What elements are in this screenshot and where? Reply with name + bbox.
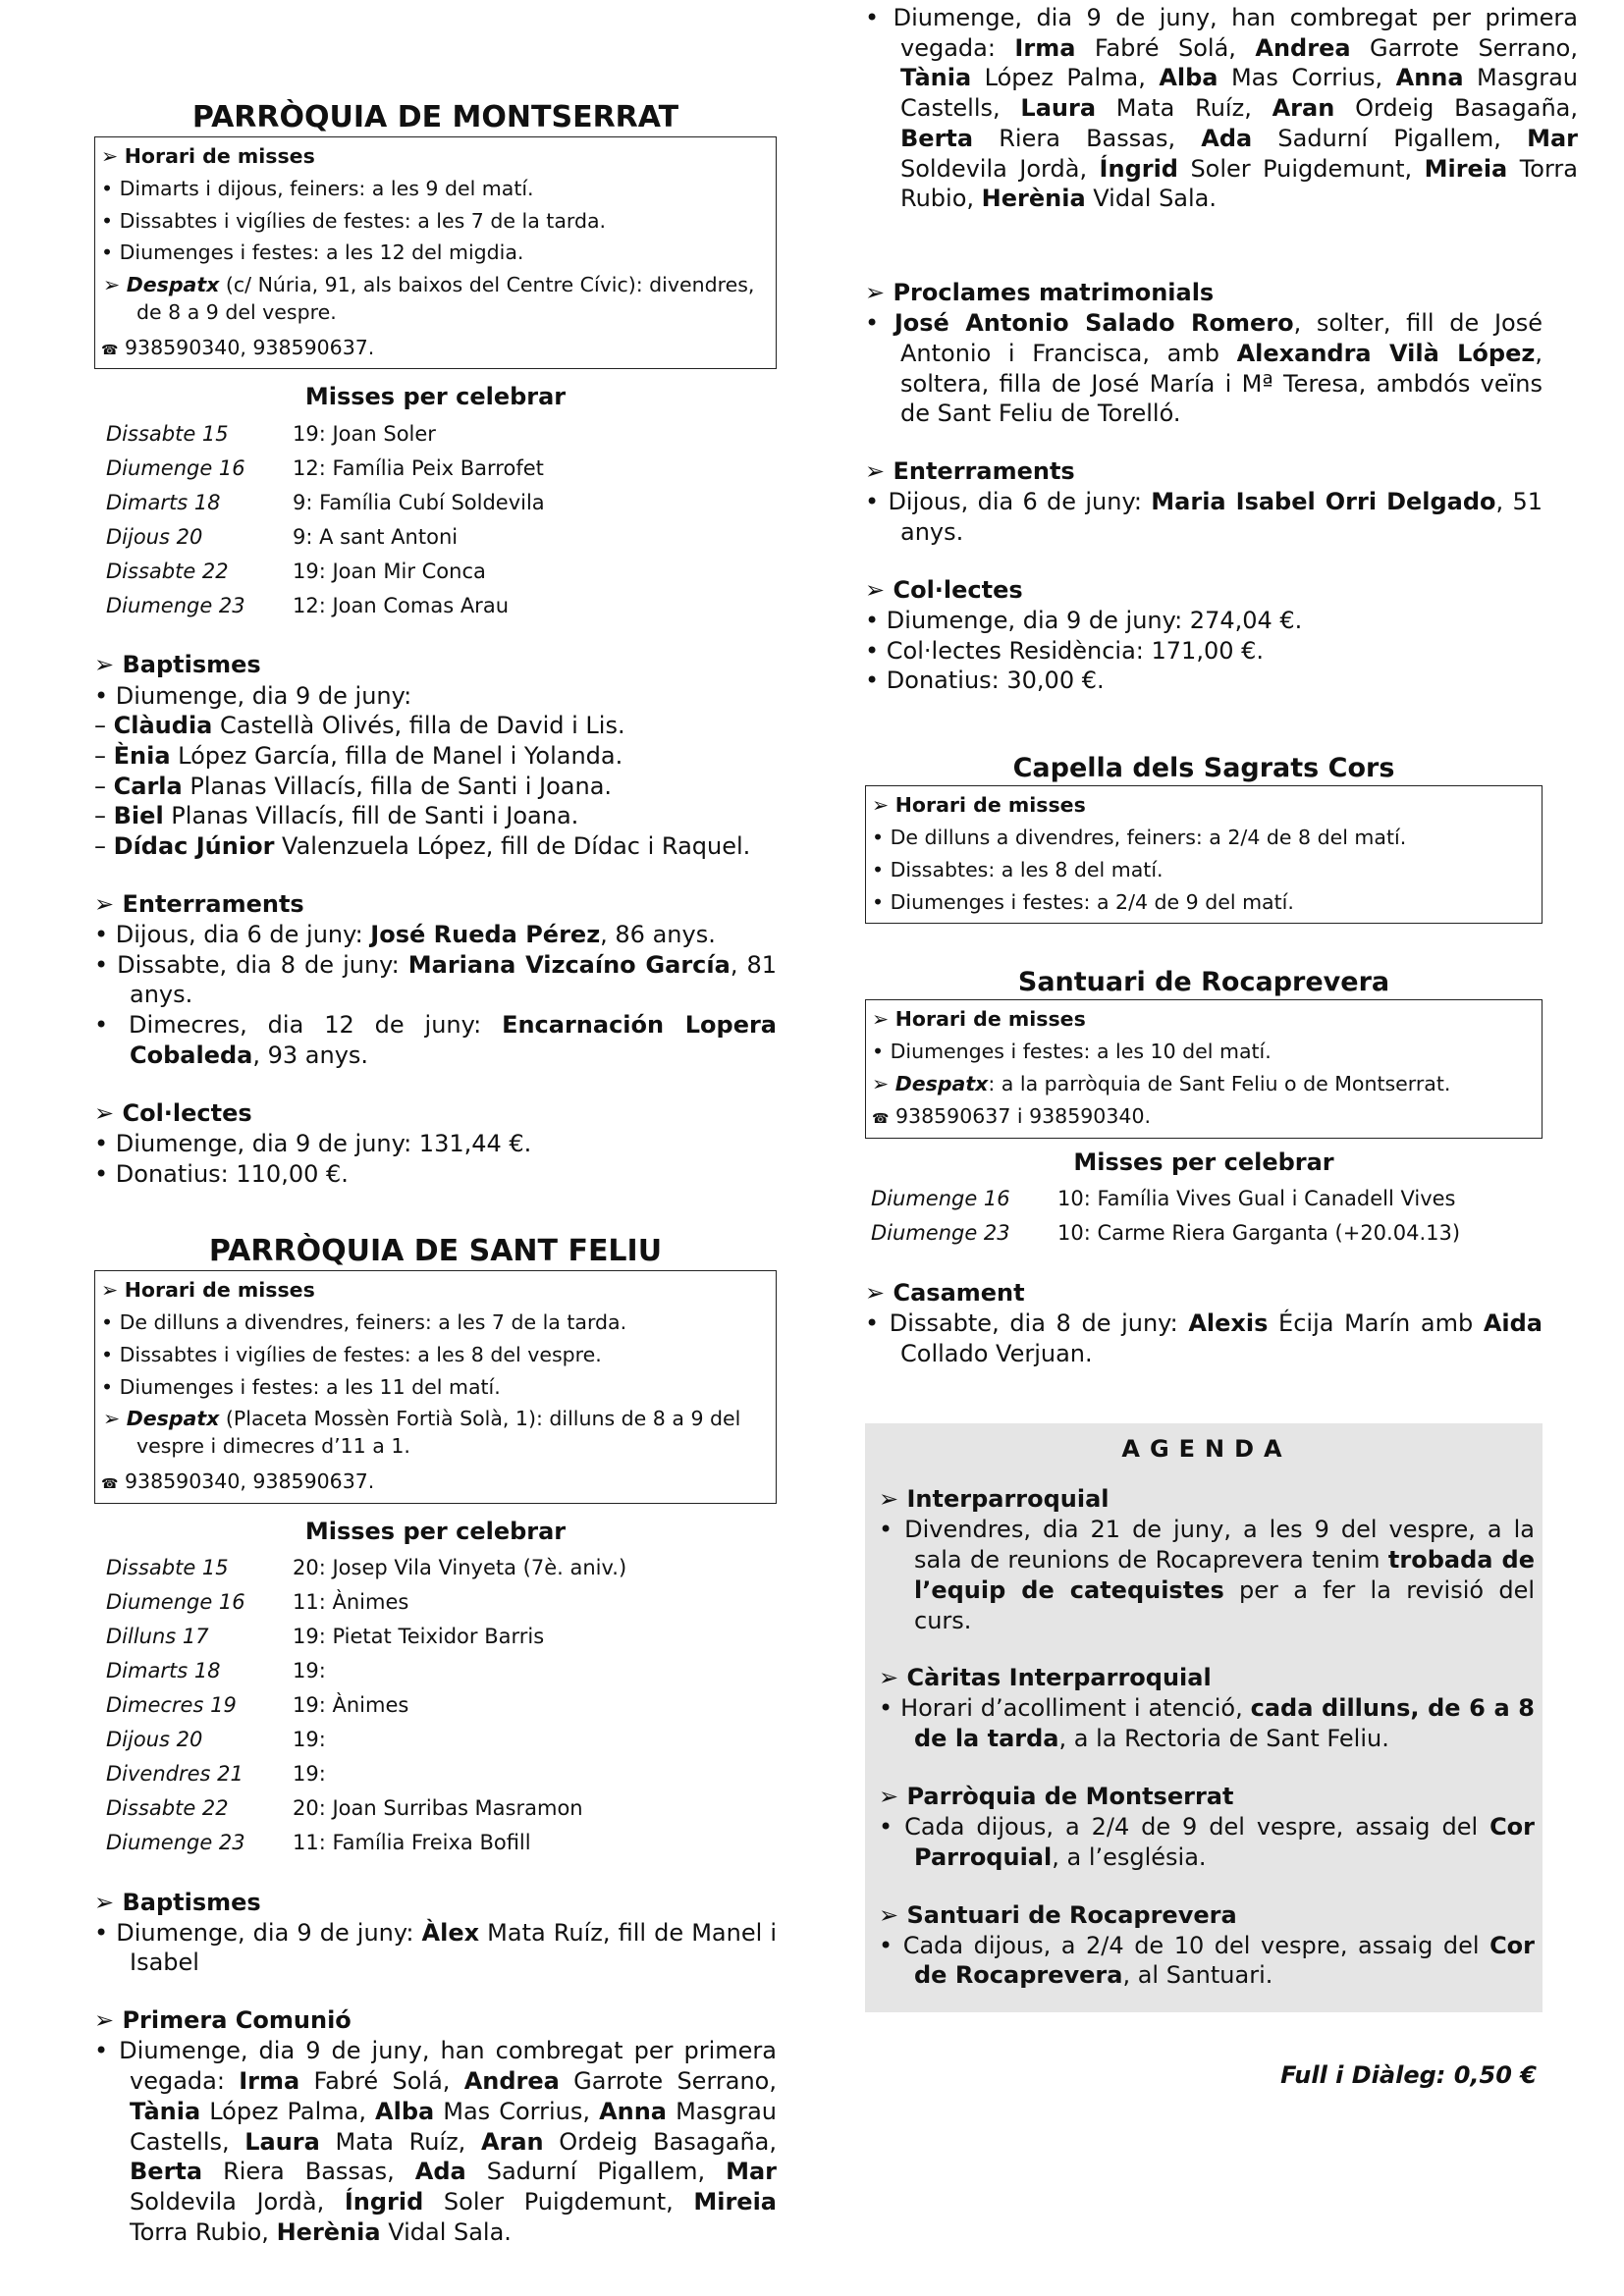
person-name: Mireia [1424, 154, 1508, 183]
agenda-heading: ➢ Santuari de Rocaprevera [879, 1900, 1237, 1929]
arrow-right-icon: ➢ [872, 1072, 890, 1095]
left-column [94, 98, 778, 2246]
mass-hour: 20: [293, 1796, 326, 1821]
arrow-right-icon: ➢ [103, 1407, 121, 1431]
arrow-right-icon: ➢ [865, 1278, 886, 1307]
arrow-right-icon: ➢ [879, 1664, 899, 1692]
arrow-right-icon: ➢ [101, 1278, 119, 1303]
mass-day: Diumenge 23 [871, 1221, 1010, 1246]
table-row [106, 1826, 626, 1860]
list-item: – Ènia López García, filla de Manel i Yolanda. [94, 741, 623, 770]
list-item: • Horari d’acolliment i atenció, cada dilluns, de 6 a 8 de la tarda, a la Rectoria de Sant Feliu. [879, 1694, 1535, 1753]
arrow-right-icon: ➢ [865, 575, 886, 604]
baptismes-heading: ➢ Baptismes [94, 651, 261, 679]
agenda-highlight: trobada de l’equip de catequistes [914, 1546, 1536, 1604]
table-row [106, 1585, 626, 1620]
table-row [106, 1620, 626, 1654]
list-item: • Diumenge, dia 9 de juny: Àlex Mata Ruíz, fill de Manel i Isabel [94, 1918, 778, 1977]
arrow-right-icon: ➢ [872, 1007, 890, 1032]
table-row [106, 1723, 626, 1757]
mass-intention: 20: Joan Surribas Masramon [293, 1796, 583, 1821]
list-item: • Divendres, dia 21 de juny, a les 9 del vespre, a la sala de reunions de Rocaprevera tenim trobada de l’equip de catequistes per a fer la revisió del curs. [879, 1516, 1536, 1634]
mass-hour: 19: [293, 421, 326, 446]
list-item: • Col·lectes Residència: 171,00 €. [865, 636, 1265, 665]
list-item: • Dimecres, dia 12 de juny: Encarnación Lopera Cobaleda, 93 anys. [94, 1011, 778, 1069]
person-name: Aran [480, 2127, 544, 2156]
mass-day: Dissabte 15 [106, 1556, 229, 1580]
mass-day: Dimarts 18 [106, 490, 221, 514]
arrow-right-icon: ➢ [879, 1782, 899, 1810]
agenda-box [865, 1423, 1543, 2012]
horari-line: • Dissabtes i vigílies de festes: a les 8 del vespre. [101, 1342, 602, 1366]
person-name: Alba [375, 2097, 435, 2125]
mass-intention: 19: Joan Soler [293, 421, 436, 446]
table-row [106, 1757, 626, 1791]
horari-heading: Horari de misses [124, 144, 315, 168]
horari-line: • Dissabtes i vigílies de festes: a les 7 de la tarda. [101, 208, 607, 233]
misses-table [106, 416, 545, 622]
person-name: Biel [113, 802, 164, 830]
horari-line: • Diumenges i festes: a les 11 del matí. [101, 1374, 501, 1399]
agenda-heading: ➢ Interparroquial [879, 1485, 1110, 1514]
horari-line: • Dimarts i dijous, feiners: a les 9 del matí. [101, 176, 534, 200]
despatx-line: ➢ Despatx (c/ Núria, 91, als baixos del Centre Cívic): divendres, de 8 a 9 del vespre. [103, 273, 755, 324]
phone-icon: ☎ [101, 1475, 119, 1492]
arrow-right-icon: ➢ [872, 793, 890, 818]
mass-hour: 11: [293, 1590, 326, 1615]
santfeliu-horari-box: ➢ Horari de misses • De dilluns a divendres, feiners: a les 7 de la tarda. • Dissabtes i vigílies de festes: a les 8 del vespre. • Diumenges i festes: a les 11 del matí. ➢ Despatx (Placeta Mossèn Fortià Solà, 1): dilluns de 8 a 9 del vespre i dimecres d’11 a 1. ☎ 938590340, 938590637. [94, 1270, 777, 1503]
phone-line: ☎ 938590637 i 938590340. [872, 1103, 1151, 1128]
list-item: – Dídac Júnior Valenzuela López, fill de Dídac i Raquel. [94, 832, 751, 861]
mass-hour: 10: [1057, 1221, 1091, 1246]
mass-hour: 12: [293, 593, 326, 617]
mass-hour: 19: [293, 1625, 326, 1649]
table-row [871, 1216, 1460, 1251]
horari-line: • De dilluns a divendres, feiners: a 2/4 de 8 del matí. [872, 825, 1407, 849]
mass-intention: 11: Ànimes [293, 1590, 409, 1615]
santuari-title: Santuari de Rocaprevera [1017, 967, 1390, 998]
list-item: • Donatius: 30,00 €. [865, 667, 1105, 695]
mass-intention: 9: Família Cubí Soldevila [293, 490, 545, 514]
person-name: Herènia [981, 185, 1086, 213]
comunio-continuation-text: • Diumenge, dia 9 de juny, han combregat per primera vegada: Irma Fabré Solá, Andrea Garrote Serrano, Tània López Palma, Alba Mas Corrius, Anna Masgrau Castells, Laura Mata Ruíz, Aran Ordeig Basagaña, Berta Riera Bassas, Ada Sadurní Pigallem, Mar Soldevila Jordà, Íngrid Soler Puigdemunt, Mireia Torra Rubio, Herènia Vidal Sala. [865, 4, 1578, 213]
list-item: • Donatius: 110,00 €. [94, 1159, 349, 1188]
table-row [871, 1182, 1460, 1216]
list-item: – Biel Planas Villacís, fill de Santi i Joana. [94, 802, 579, 830]
person-name: Dídac Júnior [113, 832, 275, 861]
mass-hour: 10: [1057, 1187, 1091, 1211]
baptismes-heading: ➢ Baptismes [94, 1888, 261, 1916]
agenda-heading: ➢ Càritas Interparroquial [879, 1664, 1212, 1692]
list-item: • Dijous, dia 6 de juny: José Rueda Pérez, 86 anys. [94, 921, 716, 949]
table-row [106, 554, 545, 588]
mass-intention: 12: Família Peix Barrofet [293, 455, 544, 480]
person-name: Alba [1159, 64, 1218, 92]
mass-day: Dimecres 19 [106, 1693, 237, 1718]
mass-day: Dilluns 17 [106, 1625, 209, 1649]
list-item: – Carla Planas Villacís, filla de Santi i Joana. [94, 772, 613, 800]
proclames-heading: ➢ Proclames matrimonials [865, 279, 1215, 306]
mass-intention: 9: A sant Antoni [293, 524, 459, 549]
mass-day: Diumenge 23 [106, 593, 245, 617]
mass-hour: 19: [293, 1693, 326, 1718]
table-row [106, 1791, 626, 1826]
person-name: Andrea [1255, 33, 1351, 62]
list-item: • Dissabte, dia 8 de juny: Alexis Écija Marín amb Aida Collado Verjuan. [865, 1308, 1543, 1367]
horari-line: • De dilluns a divendres, feiners: a les 7 de la tarda. [101, 1310, 627, 1335]
capella-horari-box: ➢ Horari de misses • De dilluns a divendres, feiners: a 2/4 de 8 del matí. • Dissabtes: a les 8 del matí. • Diumenges i festes: a 2/4 de 9 del matí. [865, 785, 1543, 924]
agenda-highlight: Cor Parroquial [914, 1813, 1535, 1871]
price-label: Full i Diàleg: 0,50 € [1280, 2061, 1537, 2090]
agenda-heading: ➢ Parròquia de Montserrat [879, 1782, 1234, 1810]
person-name: Tània [130, 2097, 201, 2125]
mass-intention: 19: Joan Mir Conca [293, 559, 486, 583]
person-name: Aran [1272, 94, 1335, 123]
arrow-right-icon: ➢ [94, 1098, 115, 1127]
table-row [106, 416, 545, 451]
montserrat-horari-box [94, 136, 777, 369]
santuari-horari-box: ➢ Horari de misses • Diumenges i festes: a les 10 del matí. ➢ Despatx: a la parròquia de Sant Feliu o de Montserrat. ☎ 938590637 i 938590340. [865, 999, 1543, 1138]
mass-hour: 19: [293, 1728, 326, 1752]
collectes-heading: ➢ Col·lectes [94, 1098, 252, 1127]
person-name: Clàudia [113, 712, 213, 740]
arrow-right-icon: ➢ [94, 2006, 115, 2035]
arrow-right-icon: ➢ [103, 273, 121, 297]
misses-title: Misses per celebrar [304, 1517, 567, 1545]
enterraments-heading: ➢ Enterraments [865, 457, 1075, 486]
person-name: Íngrid [1099, 154, 1178, 183]
mass-intention: 11: Família Freixa Bofill [293, 1831, 531, 1855]
person-name: Laura [244, 2127, 320, 2156]
mass-hour: 20: [293, 1556, 326, 1580]
person-name: Andrea [463, 2067, 560, 2096]
list-item: • Diumenge, dia 9 de juny: 131,44 €. [94, 1129, 532, 1157]
person-name: Ada [414, 2158, 466, 2186]
list-item: • Cada dijous, a 2/4 de 10 del vespre, assaig del Cor de Rocaprevera, al Santuari. [879, 1931, 1535, 1990]
person-name: Irma [1014, 33, 1076, 62]
mass-hour: 11: [293, 1831, 326, 1855]
mass-day: Diumenge 23 [106, 1831, 245, 1855]
table-row [106, 1551, 626, 1585]
misses-title: Misses per celebrar [304, 383, 567, 411]
mass-hour: 9: [293, 490, 313, 514]
arrow-right-icon: ➢ [879, 1485, 899, 1514]
person-name: Encarnación Lopera Cobaleda [130, 1011, 778, 1069]
mass-day: Divendres 21 [106, 1762, 244, 1787]
phone-icon: ☎ [101, 342, 119, 358]
mass-day: Dissabte 22 [106, 559, 229, 583]
phone-icon: ☎ [872, 1110, 890, 1127]
list-item: • José Antonio Salado Romero, solter, fill de José Antonio i Francisca, amb Alexandra Vilà López, soltera, filla de José María i Mª Teresa, ambdós veïns de Sant Feliu de Torelló. [865, 309, 1543, 428]
mass-day: Dijous 20 [106, 1728, 203, 1752]
person-name: Mar [1527, 124, 1578, 152]
mass-hour: 19: [293, 559, 326, 583]
mass-intention: 10: Família Vives Gual i Canadell Vives [1057, 1187, 1456, 1211]
person-name: Ènia [113, 741, 171, 770]
list-item: • Diumenge, dia 9 de juny: [94, 681, 412, 710]
mass-intention: 20: Josep Vila Vinyeta (7è. aniv.) [293, 1556, 627, 1580]
mass-day: Dijous 20 [106, 524, 203, 549]
person-name: Anna [1395, 64, 1464, 92]
mass-intention: 19: Pietat Teixidor Barris [293, 1625, 545, 1649]
enterraments-heading: ➢ Enterraments [94, 889, 304, 918]
casament-heading: ➢ Casament [865, 1278, 1025, 1307]
list-item: – Clàudia Castellà Olivés, filla de David i Lis. [94, 712, 625, 740]
right-column [865, 4, 1578, 2090]
mass-intention: 19: Ànimes [293, 1693, 409, 1718]
misses-table [106, 1551, 626, 1860]
mass-intention [293, 1654, 626, 1688]
despatx-line: ➢ Despatx: a la parròquia de Sant Feliu o de Montserrat. [872, 1072, 1451, 1095]
person-name: Tània [900, 64, 972, 92]
agenda-title: AGENDA [1121, 1435, 1292, 1464]
mass-hour: 9: [293, 524, 313, 549]
arrow-right-icon: ➢ [94, 651, 115, 679]
despatx-line: ➢ Despatx (Placeta Mossèn Fortià Solà, 1): dilluns de 8 a 9 del vespre i dimecres d’11 a 1. [103, 1407, 741, 1459]
table-row [106, 485, 545, 519]
list-item: • Diumenge, dia 9 de juny: 274,04 €. [865, 606, 1303, 634]
mass-day: Dissabte 15 [106, 421, 229, 446]
person-name: Irma [239, 2067, 300, 2096]
misses-table [871, 1182, 1460, 1251]
person-name: Herènia [276, 2217, 381, 2246]
mass-day: Dimarts 18 [106, 1659, 221, 1683]
comunio-heading: ➢ Primera Comunió [94, 2006, 352, 2035]
table-row [106, 588, 545, 622]
arrow-right-icon: ➢ [94, 1888, 115, 1916]
arrow-right-icon: ➢ [94, 889, 115, 918]
phone-line: ☎ 938590340, 938590637. [101, 1468, 375, 1493]
mass-day: Dissabte 22 [106, 1796, 229, 1821]
arrow-right-icon: ➢ [879, 1900, 899, 1929]
agenda-highlight: cada dilluns, de 6 a 8 de la tarda [914, 1694, 1535, 1753]
horari-line: • Diumenges i festes: a 2/4 de 9 del matí. [872, 889, 1294, 914]
mass-hour: 19: [293, 1762, 326, 1787]
table-row [106, 519, 545, 554]
table-row [106, 1688, 626, 1723]
person-name: Ada [1201, 124, 1253, 152]
montserrat-title: PARRÒQUIA DE MONTSERRAT [191, 100, 679, 134]
capella-title: Capella dels Sagrats Cors [1012, 753, 1395, 784]
person-name: Laura [1020, 94, 1097, 123]
person-name: Berta [900, 124, 974, 152]
mass-intention: 12: Joan Comas Arau [293, 593, 509, 617]
person-name: Carla [113, 772, 183, 800]
list-item: • Dijous, dia 6 de juny: Maria Isabel Orri Delgado, 51 anys. [865, 488, 1543, 546]
person-name: Mar [726, 2158, 777, 2186]
table-row [106, 1654, 626, 1688]
mass-intention [293, 1757, 626, 1791]
horari-line: • Diumenges i festes: a les 10 del matí. [872, 1040, 1272, 1064]
person-name: Anna [599, 2097, 668, 2125]
mass-intention: 10: Carme Riera Garganta (+20.04.13) [1057, 1221, 1461, 1246]
santfeliu-title: PARRÒQUIA DE SANT FELIU [208, 1234, 663, 1269]
collectes-heading: ➢ Col·lectes [865, 575, 1023, 604]
mass-day: Diumenge 16 [871, 1187, 1010, 1211]
horari-line: • Dissabtes: a les 8 del matí. [872, 857, 1164, 881]
comunio-continuation [865, 4, 1578, 250]
mass-intention [293, 1723, 626, 1757]
list-item: • Dissabte, dia 8 de juny: Mariana Vizcaíno García, 81 anys. [94, 950, 778, 1009]
person-name: José Rueda Pérez [370, 921, 601, 949]
phone-line: ☎ 938590340, 938590637. [101, 335, 375, 359]
person-name: Mariana Vizcaíno García [407, 950, 731, 979]
arrow-right-icon: ➢ [865, 457, 886, 486]
mass-hour: 12: [293, 455, 326, 480]
person-name: Berta [130, 2158, 203, 2186]
mass-day: Diumenge 16 [106, 455, 245, 480]
mass-day: Diumenge 16 [106, 1590, 245, 1615]
comunio-text: • Diumenge, dia 9 de juny, han combregat per primera vegada: Irma Fabré Solá, Andrea Garrote Serrano, Tània López Palma, Alba Mas Corrius, Anna Masgrau Castells, Laura Mata Ruíz, Aran Ordeig Basagaña, Berta Riera Bassas, Ada Sadurní Pigallem, Mar Soldevila Jordà, Íngrid Soler Puigdemunt, Mireia Torra Rubio, Herènia Vidal Sala. [94, 2037, 778, 2246]
agenda-highlight: Cor de Rocaprevera [914, 1931, 1535, 1990]
arrow-right-icon: ➢ [865, 279, 886, 306]
person-name: Íngrid [344, 2187, 424, 2216]
list-item: • Cada dijous, a 2/4 de 9 del vespre, assaig del Cor Parroquial, a l’església. [879, 1813, 1535, 1871]
person-name: Mireia [693, 2187, 777, 2216]
mass-hour: 19: [293, 1659, 326, 1683]
misses-title: Misses per celebrar [1073, 1148, 1334, 1176]
table-row [106, 451, 545, 485]
horari-line: • Diumenges i festes: a les 12 del migdia. [101, 240, 524, 265]
arrow-right-icon: ➢ [101, 144, 119, 168]
